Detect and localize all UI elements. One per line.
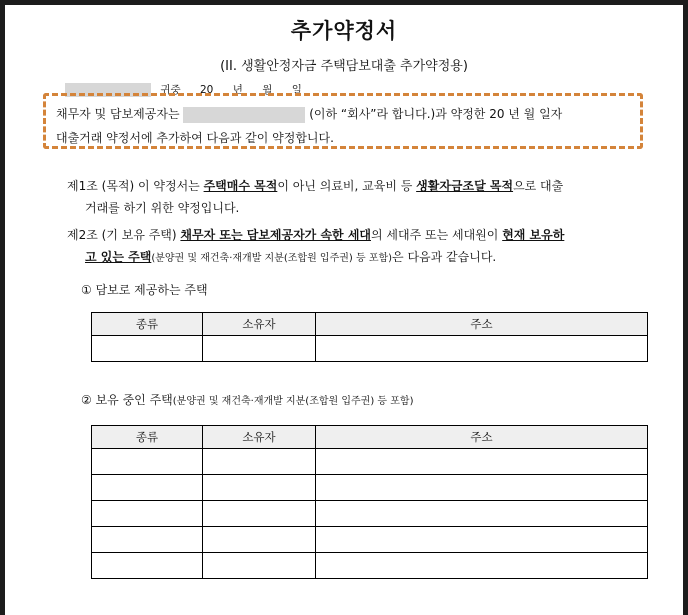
redacted-block [183,107,305,123]
year-label: 년 [232,84,243,96]
column-header-owner: 소유자 [203,313,316,336]
table-cell[interactable] [316,475,648,501]
column-header-type: 종류 [92,426,203,449]
intro-line-1 [56,102,632,126]
article-1-text-end: 으로 대출 [513,179,564,193]
table-cell[interactable] [203,336,316,362]
article-2-underline-3: 고 있는 주택 [85,250,152,264]
table-row [92,449,648,475]
article-2-text-end: 은 다음과 같습니다. [392,250,497,264]
article-2-line-2 [67,246,647,270]
year-prefix: 20 [199,84,214,96]
article-1-text-mid: 이 아닌 의료비, 교육비 등 [277,179,417,193]
table-cell[interactable] [316,501,648,527]
intro-text-b: (이하 “회사”라 합니다.)과 약정한 20 년 월 일자 [309,107,563,121]
addressee-suffix: 귀중 [160,84,181,96]
table-cell[interactable] [203,449,316,475]
column-header-address: 주소 [316,313,648,336]
section-2-title [81,391,413,408]
agreement-intro-box [43,93,643,149]
document-subtitle: (II. 생활안정자금 주택담보대출 추가약정용) [220,59,468,74]
column-header-owner: 소유자 [203,426,316,449]
article-1-underline-2: 생활자금조달 목적 [416,179,514,193]
table-cell[interactable] [92,527,203,553]
table-row [92,553,648,579]
intro-text-a: 채무자 및 담보제공자는 [56,107,180,121]
table-cell[interactable] [92,475,203,501]
article-1 [67,175,647,219]
owned-house-table [91,425,648,579]
article-2-text-mid: 의 세대주 또는 세대원이 [371,228,503,242]
table-cell[interactable] [316,336,648,362]
article-2-underline-2: 현재 보유하 [502,228,565,242]
table-cell[interactable] [316,449,648,475]
section-1-title: ① 담보로 제공하는 주택 [81,283,208,297]
article-2-underline-1: 채무자 또는 담보제공자가 속한 세대 [180,228,371,242]
table-row [92,527,648,553]
intro-line-2: 대출거래 약정서에 추가하여 다음과 같이 약정합니다. [56,131,334,145]
table-header-row [92,313,648,336]
article-2-text: 제2조 (기 보유 주택) [67,228,181,242]
table-cell[interactable] [203,527,316,553]
document-title: 추가약정서 [290,19,398,43]
table-cell[interactable] [92,553,203,579]
table-header-row [92,426,648,449]
article-2 [67,224,647,270]
section-2-note: (분양권 및 재건축·재개발 지분(조합원 입주권) 등 포함) [172,396,414,407]
article-1-line-2: 거래를 하기 위한 약정입니다. [85,201,240,215]
table-cell[interactable] [316,553,648,579]
table-cell[interactable] [316,527,648,553]
collateral-house-table [91,312,648,362]
article-2-note: (분양권 및 재건축·재개발 지분(조합원 입주권) 등 포함) [151,253,393,264]
table-row [92,501,648,527]
table-cell[interactable] [92,501,203,527]
day-label: 일 [291,84,302,96]
section-2-heading: ② 보유 중인 주택 [81,393,173,407]
table-cell[interactable] [92,449,203,475]
table-cell[interactable] [92,336,203,362]
column-header-address: 주소 [316,426,648,449]
article-1-underline-1: 주택매수 목적 [203,179,278,193]
table-cell[interactable] [203,475,316,501]
table-row [92,336,648,362]
article-1-text: 제1조 (목적) 이 약정서는 [67,179,204,193]
document-page [5,5,683,615]
table-row [92,475,648,501]
month-label: 월 [262,84,273,96]
table-cell[interactable] [203,501,316,527]
table-cell[interactable] [203,553,316,579]
column-header-type: 종류 [92,313,203,336]
